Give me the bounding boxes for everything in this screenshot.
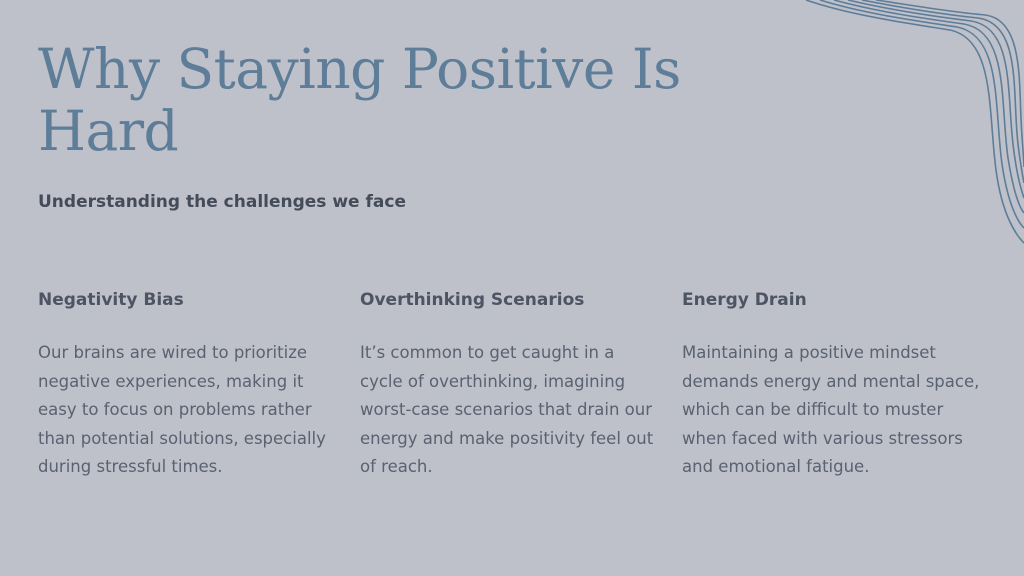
- column-energy-drain: [682, 289, 982, 482]
- slide-title: Why Staying Positive Is Hard: [38, 37, 681, 163]
- column-negativity-bias: [38, 289, 338, 482]
- wavy-lines-decoration: [790, 0, 1024, 250]
- column-body: It’s common to get caught in a cycle of overthinking, imagining worst-case scenarios that drain our energy and make positivity feel out of reach.: [360, 343, 654, 476]
- column-body: Our brains are wired to prioritize negative experiences, making it easy to focus on problems rather than potential solutions, especially during stressful times.: [38, 343, 326, 476]
- slide-subtitle: Understanding the challenges we face: [38, 192, 406, 212]
- column-overthinking-scenarios: [360, 289, 660, 482]
- column-heading: Overthinking Scenarios: [360, 290, 585, 310]
- column-heading: Energy Drain: [682, 290, 807, 310]
- column-body: Maintaining a positive mindset demands energy and mental space, which can be difficult to muster when faced with various stressors and emotional fatigue.: [682, 343, 980, 476]
- column-heading: Negativity Bias: [38, 290, 184, 310]
